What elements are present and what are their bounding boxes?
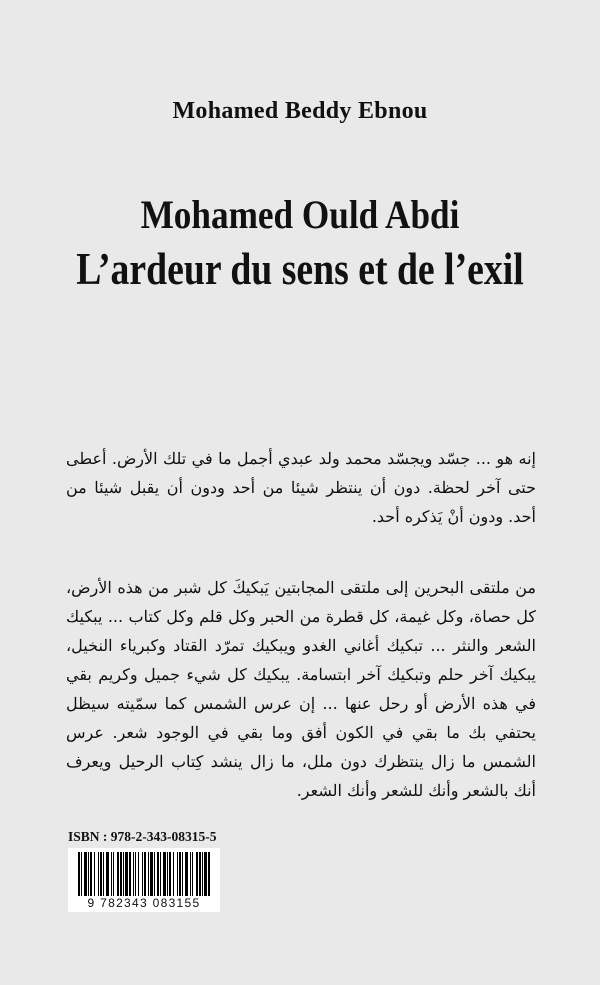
barcode-bar: [106, 852, 109, 896]
barcode-bar: [81, 852, 82, 896]
barcode-bar: [177, 852, 178, 896]
barcode-bar: [78, 852, 80, 896]
barcode-bar: [196, 852, 198, 896]
barcode-bar: [94, 852, 95, 896]
author-name: Mohamed Beddy Ebnou: [172, 98, 428, 124]
barcode-bar: [100, 852, 102, 896]
barcode-bar: [88, 852, 89, 896]
barcode-bar: [113, 852, 114, 896]
book-subtitle: L’ardeur du sens et de l’exil: [76, 243, 524, 294]
barcode-bar: [199, 852, 201, 896]
barcode-bar: [133, 852, 134, 896]
barcode-bar: [160, 852, 161, 896]
barcode-bar: [190, 852, 191, 896]
barcode-bar: [90, 852, 92, 896]
barcode-bar: [202, 852, 203, 896]
barcode-bar: [123, 852, 124, 896]
barcode-bar: [138, 852, 139, 896]
barcode-bar: [142, 852, 143, 896]
barcode-bar: [117, 852, 119, 896]
barcode-bar: [103, 852, 104, 896]
barcode-bar: [135, 852, 136, 896]
title-block: [0, 190, 600, 298]
isbn-label: ISBN : 978-2-343-08315-5: [68, 829, 217, 844]
barcode-bar: [208, 852, 210, 896]
barcode: [68, 848, 220, 912]
barcode-bar: [192, 852, 193, 896]
barcode-bar: [125, 852, 128, 896]
barcode-bar: [173, 852, 174, 896]
barcode-bar: [111, 852, 112, 896]
blurb-paragraph-2: من ملتقى البحرين إلى ملتقى المجابتين يَبكيكَ كل شبر من هذه الأرض، كل حصاة، وكل غيمة، كل قطرة من الحبر وكل قلم وكل كتاب ... يبكيك الشعر والنثر ... تبكيك أغاني الغدو ويبكيك تمرّد القتاد وكبرياء النخيل، يبكيك آخر حلم وتبكيك آخر ابتسامة. يبكيك كل شيء جميل وكريم بقي في هذه الأرض أو رحل عنها ... إن عرس الشمس كما سمّيته سيظل يحتفي بك ما بقي في الكون أفق وما بقي في الوجود شعر. عرس الشمس ما زال ينتظرك دون ملل، ما زال ينشد كِتاب الرحيل ويعرف أنك بالشعر وأنك للشعر وأنك الشعر.: [66, 578, 536, 800]
barcode-bar: [185, 852, 188, 896]
barcode-bar: [129, 852, 131, 896]
barcode-digits: 9 782343 083155: [68, 896, 220, 910]
book-title: Mohamed Ould Abdi: [140, 192, 460, 237]
barcode-bar: [179, 852, 181, 896]
barcode-bar: [144, 852, 146, 896]
barcode-bar: [163, 852, 166, 896]
barcode-bars: [78, 852, 210, 896]
barcode-bar: [167, 852, 168, 896]
barcode-bar: [120, 852, 122, 896]
barcode-bar: [150, 852, 153, 896]
barcode-bar: [182, 852, 183, 896]
barcode-bar: [84, 852, 87, 896]
barcode-bar: [169, 852, 171, 896]
blurb-paragraph-1: إنه هو ... جسّد ويجسّد محمد ولد عبدي أجمل ما في تلك الأرض. أعطى حتى آخر لحظة. دون أن ينتظر شيئا من أحد ودون أن يقبل شيئا من أحد. ودون أنْ يَذكره أحد.: [66, 449, 536, 526]
barcode-bar: [98, 852, 99, 896]
barcode-bar: [204, 852, 207, 896]
barcode-bar: [148, 852, 149, 896]
barcode-bar: [157, 852, 159, 896]
barcode-bar: [154, 852, 155, 896]
